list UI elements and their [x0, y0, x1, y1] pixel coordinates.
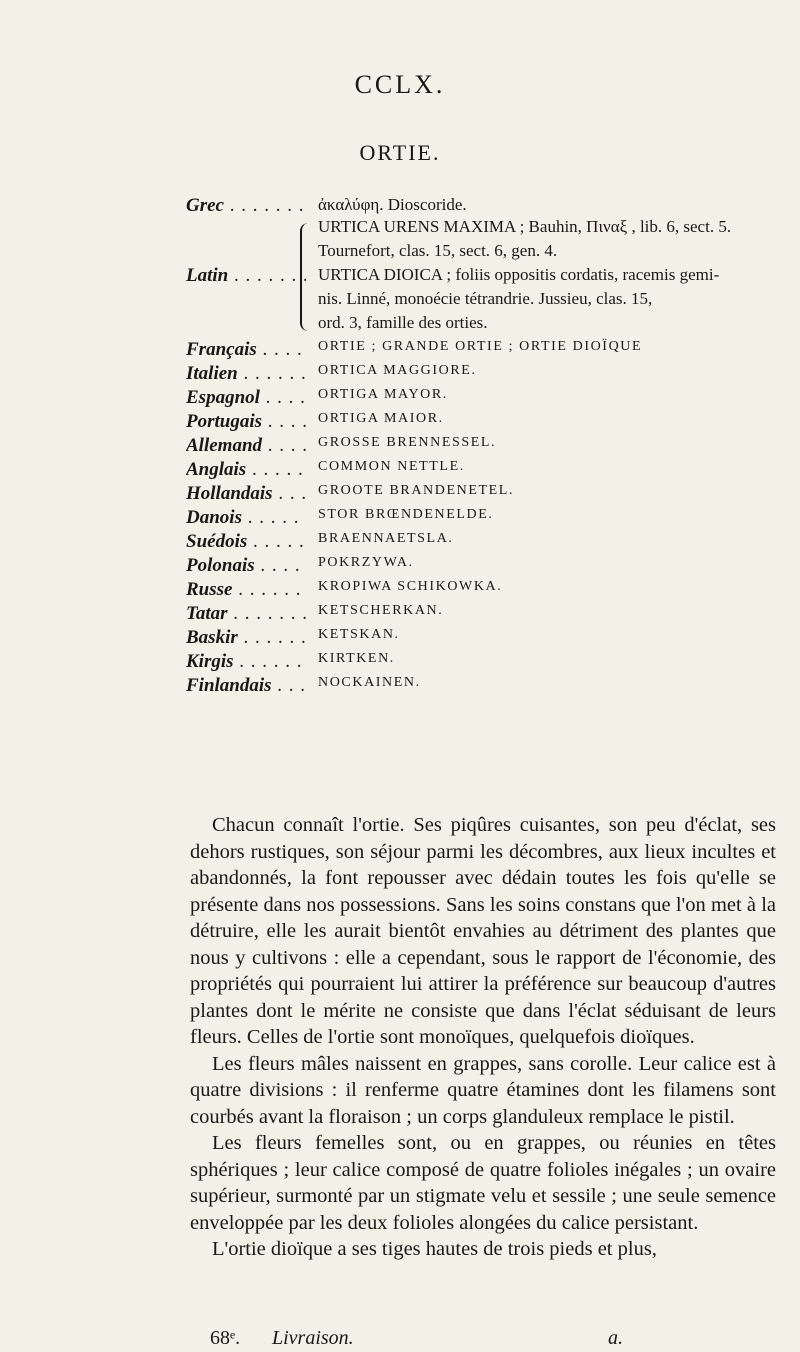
body-text	[190, 812, 776, 1263]
language-label: Portugais . . .	[186, 411, 306, 433]
name-value: GROSSE BRENNESSEL.	[318, 435, 497, 450]
language-label: Baskir . . .	[186, 627, 306, 649]
latin-name-lines	[318, 217, 798, 337]
latin-line: URTICA DIOICA ; foliis oppositis cordatis, racemis gemi-	[318, 265, 720, 284]
name-value: NOCKAINEN.	[318, 675, 421, 690]
paragraph: Les fleurs femelles sont, ou en grappes, ou réunies en têtes sphériques ; leur calice composé de quatre folioles inégales ; un ovaire supérieur, surmonté par un stigmate velu et sessile ; une seule semence enveloppée par les deux folioles alongées du calice persistant.	[190, 1132, 776, 1234]
name-value: KETSKAN.	[318, 627, 400, 642]
name-value: POKRZYWA.	[318, 555, 414, 570]
language-label: Finlandais . . .	[186, 675, 306, 697]
name-value: ἀκαλύφη. Dioscoride.	[318, 195, 467, 214]
language-label: Kirgis . . .	[186, 651, 306, 673]
language-label: Latin . . .	[186, 265, 306, 287]
language-label: Tatar . . .	[186, 603, 306, 625]
name-value: KETSCHERKAN.	[318, 603, 444, 618]
paragraph: L'ortie dioïque a ses tiges hautes de trois pieds et plus,	[212, 1238, 657, 1260]
language-label: Grec . . .	[186, 195, 306, 217]
signature-mark: a.	[608, 1327, 623, 1349]
language-label: Allemand . . .	[186, 435, 306, 457]
language-label: Suédois . . .	[186, 531, 306, 553]
paragraph: Chacun connaît l'ortie. Ses piqûres cuisantes, son peu d'éclat, ses dehors rustiques, son séjour parmi les décombres, aux lieux incultes et abandonnés, la font repousser avec dédain toutes les fois qu'elle se présente dans nos possessions. Sans les soins constans que l'on met à la détruire, elle les aurait bientôt envahies au détriment des plantes que nous y cultivons : elle a cependant, sous le rapport de l'économie, des propriétés qui pourraient lui attirer la préférence sur beaucoup d'autres plantes dont le mérite ne consiste que dans l'éclat séduisant de leurs fleurs. Celles de l'ortie sont monoïques, quelquefois dioïques.	[190, 814, 776, 1048]
name-value: KIRTKEN.	[318, 651, 395, 666]
latin-line: nis. Linné, monoécie tétrandrie. Jussieu, clas. 15,	[318, 289, 653, 308]
name-value: ORTIE ; GRANDE ORTIE ; ORTIE DIOÏQUE	[318, 339, 643, 354]
paragraph: Les fleurs mâles naissent en grappes, sans corolle. Leur calice est à quatre divisions : il renferme quatre étamines dont les filamens sont courbés avant la floraison ; un corps glanduleux remplace le pistil.	[190, 1052, 776, 1128]
name-value: ORTIGA MAIOR.	[318, 411, 444, 426]
name-value: BRAENNAETSLA.	[318, 531, 454, 546]
name-value: KROPIWA SCHIKOWKA.	[318, 579, 503, 594]
name-value: ORTICA MAGGIORE.	[318, 363, 477, 378]
language-label: Hollandais . . .	[186, 483, 306, 505]
language-label: Français . . .	[186, 339, 306, 361]
livraison-label: Livraison.	[272, 1327, 354, 1349]
language-label: Russe . . .	[186, 579, 306, 601]
name-value: ORTIGA MAYOR.	[318, 387, 448, 402]
name-value: GROOTE BRANDENETEL.	[318, 483, 515, 498]
name-value: COMMON NETTLE.	[318, 459, 465, 474]
language-label: Espagnol . . .	[186, 387, 306, 409]
language-label: Italien . . .	[186, 363, 306, 385]
latin-line: ord. 3, famille des orties.	[318, 313, 488, 332]
language-label: Danois . . .	[186, 507, 306, 529]
language-label: Polonais . . .	[186, 555, 306, 577]
page-title: ORTIE.	[359, 140, 441, 165]
signature-number: 68ᵉ.	[210, 1327, 241, 1349]
curly-brace	[300, 223, 316, 331]
folio-number: CCLX.	[354, 70, 446, 99]
latin-line: Tournefort, clas. 15, sect. 6, gen. 4.	[318, 241, 558, 260]
name-value: STOR BRŒNDENELDE.	[318, 507, 494, 522]
name-row-latin	[0, 217, 800, 341]
latin-line: URTICA URENS MAXIMA ; Bauhin, Πιναξ , lib. 6, sect. 5.	[318, 217, 732, 236]
language-label: Anglais . . .	[186, 459, 306, 481]
